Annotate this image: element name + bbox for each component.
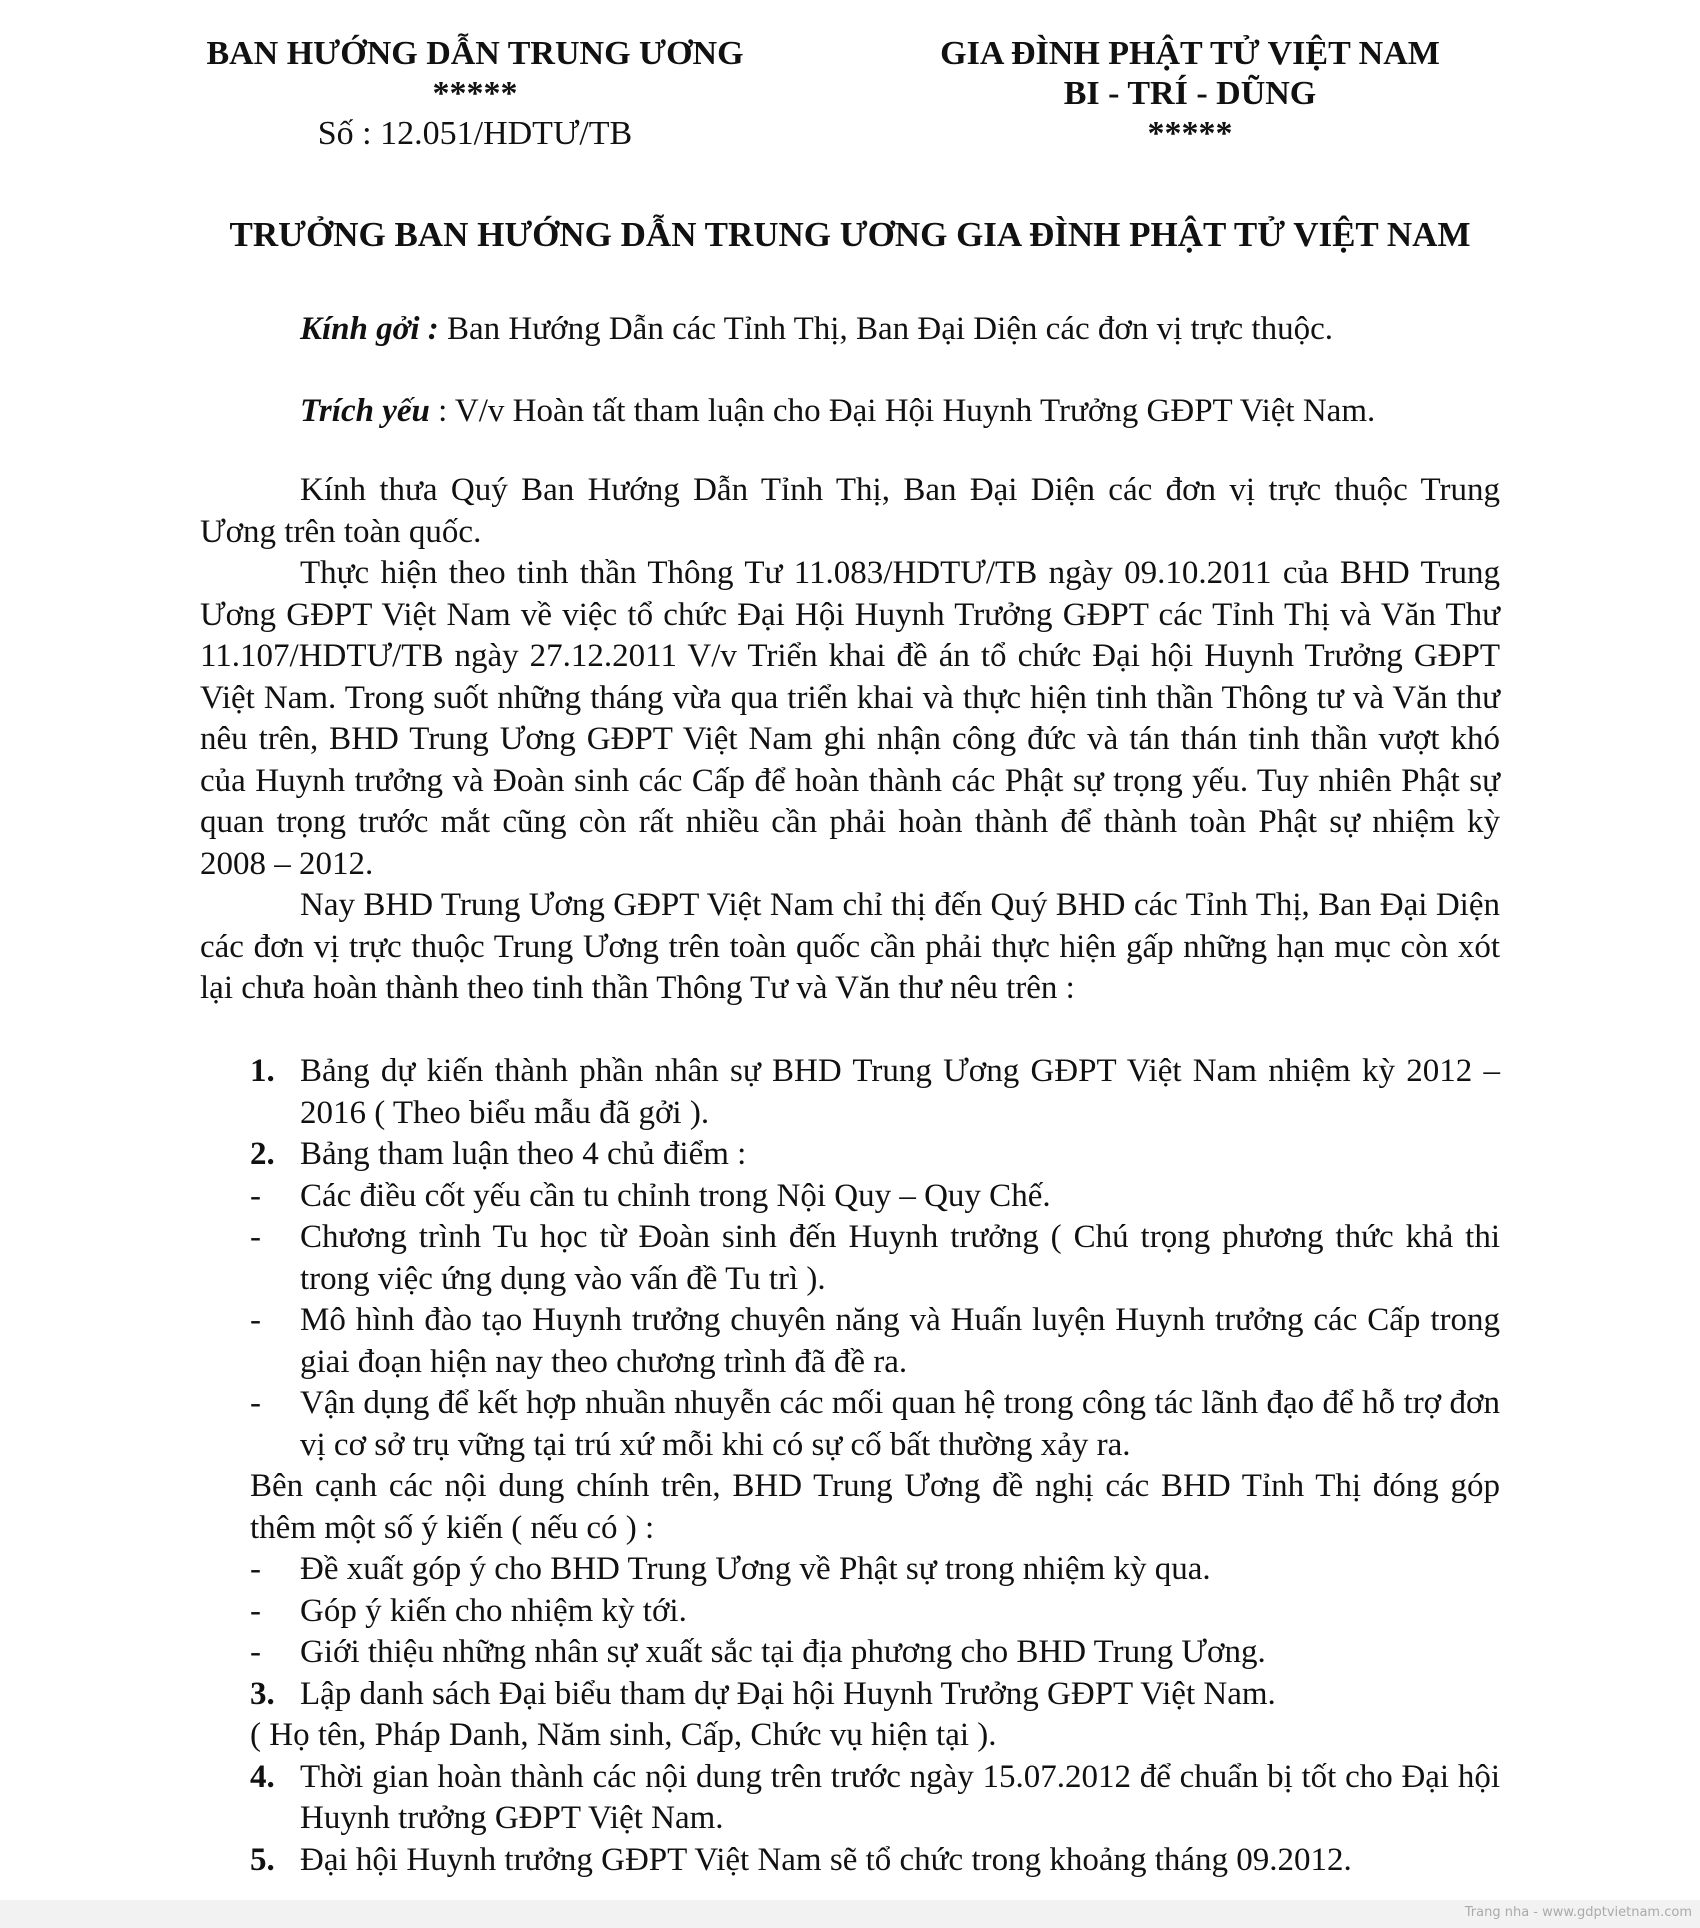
item-text: Các điều cốt yếu cần tu chỉnh trong Nội Quy – Quy Chế. bbox=[300, 1177, 1051, 1214]
list-item bbox=[250, 1134, 1500, 1176]
item-marker: - bbox=[250, 1592, 261, 1629]
paragraph: Nay BHD Trung Ương GĐPT Việt Nam chỉ thị đến Quý BHD các Tỉnh Thị, Ban Đại Diện các đơn vị trực thuộc Trung Ương trên toàn quốc cần phải thực hiện gấp những hạn mục còn xót lại chưa hoàn thành theo tinh thần Thông Tư và Văn thư nêu trên : bbox=[200, 887, 1500, 1006]
footer-watermark: Trang nha - www.gdptvietnam.com bbox=[1464, 1905, 1692, 1920]
item-text: Góp ý kiến cho nhiệm kỳ tới. bbox=[300, 1592, 687, 1629]
stars-right: ***** bbox=[1147, 115, 1233, 152]
paragraph: Kính thưa Quý Ban Hướng Dẫn Tỉnh Thị, Ban Đại Diện các đơn vị trực thuộc Trung Ương trên toàn quốc. bbox=[200, 472, 1500, 550]
item-marker: - bbox=[250, 1551, 261, 1587]
list-item bbox=[250, 1674, 1500, 1716]
subject-label: Trích yếu bbox=[300, 393, 430, 429]
list-item bbox=[250, 1383, 1500, 1466]
footer-bar bbox=[0, 1900, 1700, 1928]
item-marker: 3. bbox=[250, 1675, 275, 1712]
item-marker: - bbox=[250, 1385, 261, 1421]
item-text: Đại hội Huynh trưởng GĐPT Việt Nam sẽ tổ chức trong khoảng tháng 09.2012. bbox=[300, 1841, 1352, 1878]
item-marker: 5. bbox=[250, 1841, 275, 1878]
paragraph: Thực hiện theo tinh thần Thông Tư 11.083/HDTƯ/TB ngày 09.10.2011 của BHD Trung Ương GĐPT Việt Nam về việc tổ chức Đại Hội Huynh Trưởng GĐPT các Tỉnh Thị và Văn Thư 11.107/HDTƯ/TB ngày 27.12.2011 V/v Triển khai đề án tổ chức Đại hội Huynh Trưởng GĐPT Việt Nam. Trong suốt những tháng vừa qua triển khai và thực hiện tinh thần Thông tư và Văn thư nêu trên, BHD Trung Ương GĐPT Việt Nam ghi nhận công đức và tán thán tinh thần vượt khó của Huynh trưởng và Đoàn sinh các Cấp để hoàn thành các Phật sự trọng yếu. Tuy nhiên Phật sự quan trọng trước mắt cũng còn rất nhiều cần phải hoàn thành để thành toàn Phật sự nhiệm kỳ 2008 – 2012. bbox=[200, 555, 1500, 882]
item-marker: 1. bbox=[250, 1053, 275, 1089]
item-text: Giới thiệu những nhân sự xuất sắc tại địa phương cho BHD Trung Ương. bbox=[300, 1634, 1266, 1670]
action-list bbox=[250, 1051, 1500, 1881]
list-item bbox=[250, 1549, 1500, 1591]
list-item bbox=[250, 1176, 1500, 1218]
issuing-organization: BAN HƯỚNG DẪN TRUNG ƯƠNG bbox=[206, 35, 744, 72]
item-text: Vận dụng để kết hợp nhuần nhuyễn các mối quan hệ trong công tác lãnh đạo để hỗ trợ đơn vị cơ sở trụ vững tại trú xứ mỗi khi có sự cố bất thường xảy ra. bbox=[300, 1385, 1500, 1463]
item-text: Bên cạnh các nội dung chính trên, BHD Trung Ương đề nghị các BHD Tỉnh Thị đóng góp thêm một số ý kiến ( nếu có ) : bbox=[250, 1468, 1500, 1546]
header-right bbox=[880, 34, 1500, 154]
list-item bbox=[250, 1217, 1500, 1300]
list-note bbox=[250, 1466, 1500, 1549]
recipient-label: Kính gởi : bbox=[300, 311, 439, 347]
item-marker: 4. bbox=[250, 1758, 275, 1795]
item-text: ( Họ tên, Pháp Danh, Năm sinh, Cấp, Chức vụ hiện tại ). bbox=[250, 1717, 997, 1753]
body-paragraphs bbox=[200, 470, 1500, 1010]
item-text: Thời gian hoàn thành các nội dung trên trước ngày 15.07.2012 để chuẩn bị tốt cho Đại hội Huynh trưởng GĐPT Việt Nam. bbox=[300, 1758, 1500, 1836]
header-left bbox=[190, 34, 760, 154]
recipient-line bbox=[300, 308, 1333, 350]
list-item bbox=[250, 1840, 1500, 1882]
list-item bbox=[250, 1632, 1500, 1674]
document-number: Số : 12.051/HDTƯ/TB bbox=[317, 115, 633, 152]
item-text: Mô hình đào tạo Huynh trưởng chuyên năng và Huấn luyện Huynh trưởng các Cấp trong giai đoạn hiện nay theo chương trình đã đề ra. bbox=[300, 1302, 1500, 1380]
list-note bbox=[250, 1715, 1500, 1757]
item-text: Bảng tham luận theo 4 chủ điểm : bbox=[300, 1136, 747, 1172]
list-item bbox=[250, 1300, 1500, 1383]
subject-text: : V/v Hoàn tất tham luận cho Đại Hội Huynh Trưởng GĐPT Việt Nam. bbox=[429, 393, 1376, 429]
item-text: Lập danh sách Đại biểu tham dự Đại hội Huynh Trưởng GĐPT Việt Nam. bbox=[300, 1675, 1276, 1712]
list-item bbox=[250, 1757, 1500, 1840]
item-text: Bảng dự kiến thành phần nhân sự BHD Trung Ương GĐPT Việt Nam nhiệm kỳ 2012 – 2016 ( Theo biểu mẫu đã gởi ). bbox=[300, 1053, 1500, 1131]
item-marker: - bbox=[250, 1177, 261, 1214]
motto: BI - TRÍ - DŨNG bbox=[1063, 75, 1317, 112]
item-marker: - bbox=[250, 1219, 261, 1255]
item-marker: - bbox=[250, 1634, 261, 1670]
list-item bbox=[250, 1591, 1500, 1633]
national-organization: GIA ĐÌNH PHẬT TỬ VIỆT NAM bbox=[940, 35, 1440, 72]
recipient-text: Ban Hướng Dẫn các Tỉnh Thị, Ban Đại Diện các đơn vị trực thuộc. bbox=[438, 311, 1333, 347]
list-item bbox=[250, 1051, 1500, 1134]
stars-left: ***** bbox=[432, 75, 518, 112]
subject-line bbox=[300, 390, 1375, 432]
document-title: TRƯỞNG BAN HƯỚNG DẪN TRUNG ƯƠNG GIA ĐÌNH PHẬT TỬ VIỆT NAM bbox=[229, 215, 1471, 254]
item-marker: 2. bbox=[250, 1136, 275, 1172]
item-text: Đề xuất góp ý cho BHD Trung Ương về Phật sự trong nhiệm kỳ qua. bbox=[300, 1551, 1211, 1587]
item-text: Chương trình Tu học từ Đoàn sinh đến Huynh trưởng ( Chú trọng phương thức khả thi trong việc ứng dụng vào vấn đề Tu trì ). bbox=[300, 1219, 1500, 1297]
item-marker: - bbox=[250, 1302, 261, 1338]
